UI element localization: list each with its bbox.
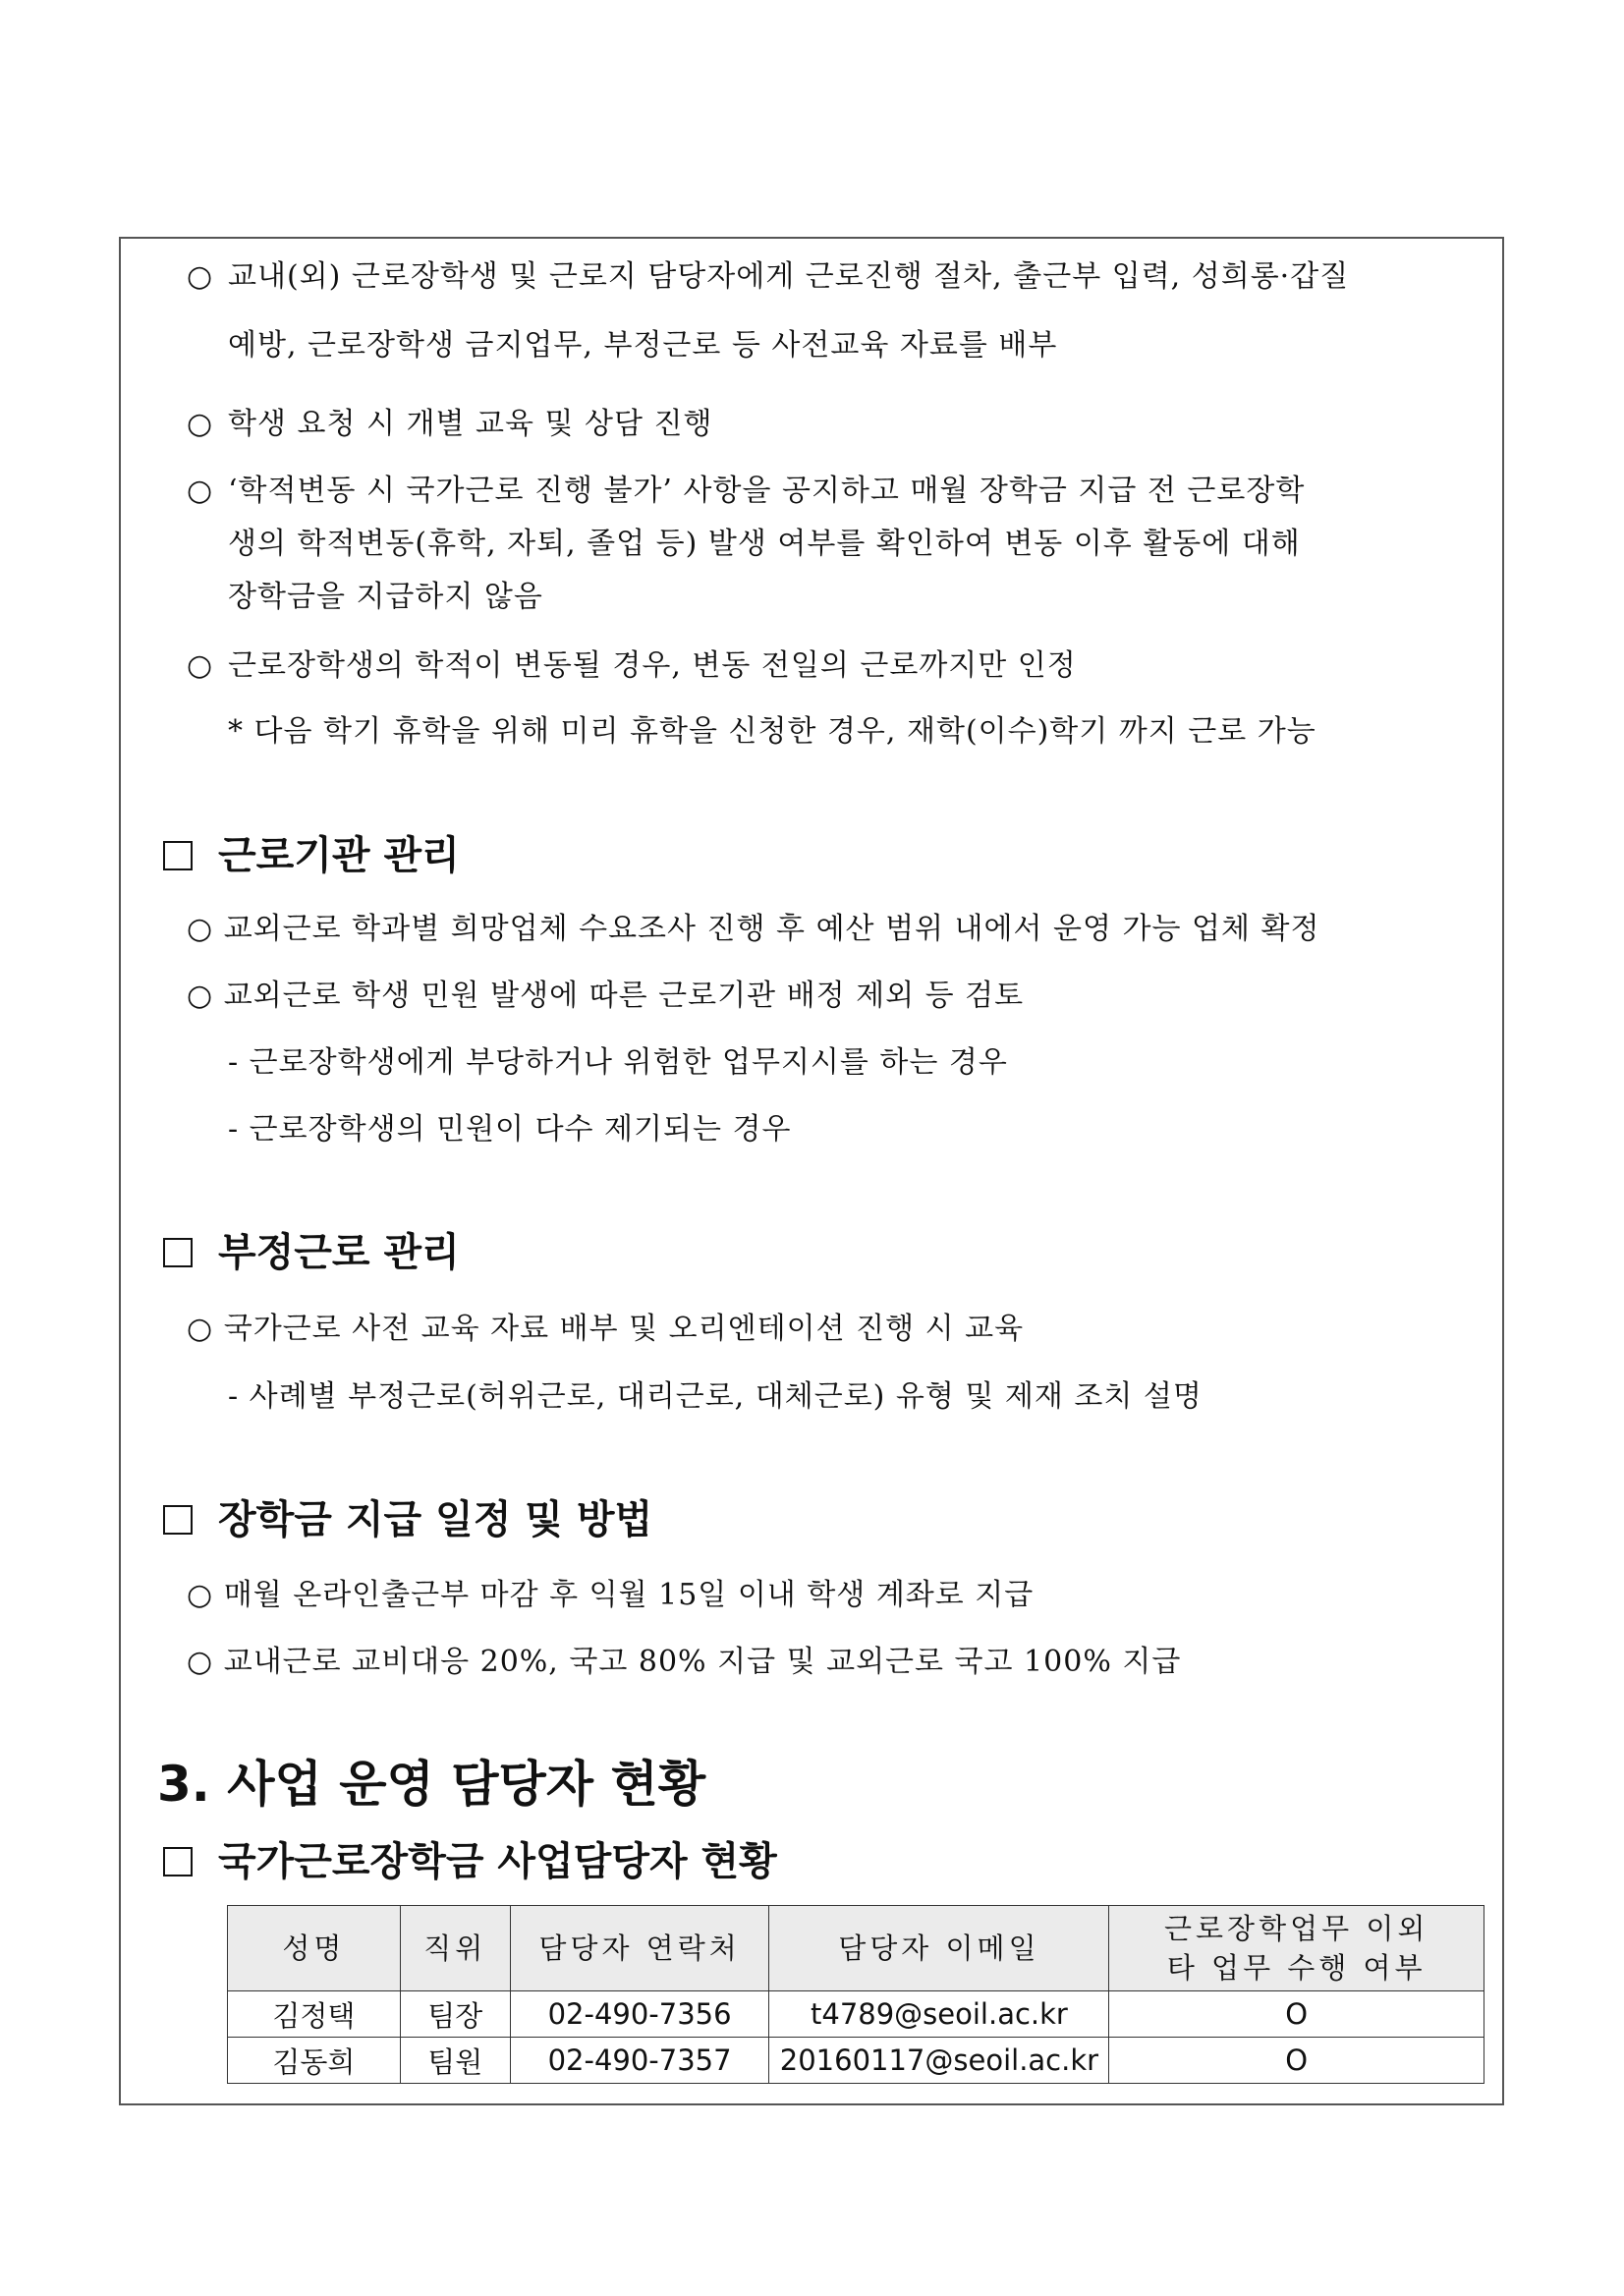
header-other-duty: 근로장학업무 이외 타 업무 수행 여부 <box>1109 1906 1484 1991</box>
cell-position: 팀원 <box>400 2038 510 2084</box>
continuation-line <box>228 326 1057 365</box>
table-row <box>228 1991 1484 2038</box>
part-title: 3. 사업 운영 담당자 현황 <box>157 1756 706 1813</box>
table-header-row <box>228 1906 1484 1991</box>
bullet-line <box>187 1576 1034 1615</box>
bullet-mark: ○ <box>187 648 214 683</box>
dash-line <box>228 1377 1203 1417</box>
bullet-line <box>187 1643 1181 1682</box>
bullet-mark: ○ <box>187 407 214 441</box>
section-heading <box>163 831 460 880</box>
checkbox-square-icon <box>163 841 193 870</box>
line-text: 생의 학적변동(휴학, 자퇴, 졸업 등) 발생 여부를 확인하여 변동 이후 활동에 대해 <box>228 527 1301 561</box>
section-title: 근로기관 관리 <box>218 833 460 878</box>
cell-email: t4789@seoil.ac.kr <box>769 1991 1109 2038</box>
note-line <box>228 712 1316 752</box>
cell-name: 김동희 <box>228 2038 401 2084</box>
cell-phone: 02-490-7357 <box>510 2038 769 2084</box>
line-text: 장학금을 지급하지 않음 <box>228 580 543 614</box>
header-position: 직위 <box>400 1906 510 1991</box>
section-title: 부정근로 관리 <box>218 1230 460 1275</box>
section-heading <box>163 1228 460 1277</box>
line-text: 교내(외) 근로장학생 및 근로지 담당자에게 근로진행 절차, 출근부 입력, 성희롱·갑질 <box>228 259 1350 294</box>
section-heading <box>163 1495 652 1544</box>
bullet-line <box>187 910 1320 949</box>
table-row <box>228 2038 1484 2084</box>
checkbox-square-icon <box>163 1505 193 1535</box>
bullet-line <box>187 405 712 444</box>
bullet-line <box>187 977 1024 1016</box>
bullet-mark: ○ <box>187 474 214 508</box>
bullet-line <box>187 257 1493 297</box>
dash-line <box>228 1110 791 1149</box>
continuation-line <box>228 578 543 617</box>
section-heading <box>163 1837 777 1886</box>
line-text: 근로장학생의 학적이 변동될 경우, 변동 전일의 근로까지만 인정 <box>228 648 1077 683</box>
cell-other-duty: O <box>1109 2038 1484 2084</box>
continuation-line <box>228 525 1301 564</box>
line-text: ‘학적변동 시 국가근로 진행 불가’ 사항을 공지하고 매월 장학금 지급 전 근로장학 <box>228 474 1306 508</box>
bullet-line <box>187 1310 1024 1349</box>
cell-email: 20160117@seoil.ac.kr <box>769 2038 1109 2084</box>
header-phone: 담당자 연락처 <box>510 1906 769 1991</box>
content-frame <box>119 237 1504 2105</box>
checkbox-square-icon <box>163 1238 193 1267</box>
cell-other-duty: O <box>1109 1991 1484 2038</box>
section-title: 국가근로장학금 사업담당자 현황 <box>218 1839 777 1884</box>
line-text: ○ 교내근로 교비대응 20%, 국고 80% 지급 및 교외근로 국고 100% 지급 <box>187 1645 1182 1679</box>
line-text: ○ 교외근로 학생 민원 발생에 따른 근로기관 배정 제외 등 검토 <box>187 979 1025 1013</box>
cell-name: 김정택 <box>228 1991 401 2038</box>
staff-table <box>227 1905 1484 2084</box>
dash-line <box>228 1043 1008 1083</box>
line-text: * 다음 학기 휴학을 위해 미리 휴학을 신청한 경우, 재학(이수)학기 까지 근로 가능 <box>228 714 1316 749</box>
line-text: 예방, 근로장학생 금지업무, 부정근로 등 사전교육 자료를 배부 <box>228 328 1058 363</box>
line-text: - 근로장학생의 민원이 다수 제기되는 경우 <box>228 1112 792 1147</box>
line-text: 학생 요청 시 개별 교육 및 상담 진행 <box>228 407 713 441</box>
section-title: 장학금 지급 일정 및 방법 <box>218 1497 653 1542</box>
cell-position: 팀장 <box>400 1991 510 2038</box>
line-text: ○ 매월 온라인출근부 마감 후 익월 15일 이내 학생 계좌로 지급 <box>187 1578 1035 1612</box>
line-text: ○ 국가근로 사전 교육 자료 배부 및 오리엔테이션 진행 시 교육 <box>187 1312 1025 1346</box>
bullet-mark: ○ <box>187 259 214 294</box>
bullet-line <box>187 646 1077 686</box>
checkbox-square-icon <box>163 1847 193 1876</box>
line-text: ○ 교외근로 학과별 희망업체 수요조사 진행 후 예산 범위 내에서 운영 가능 업체 확정 <box>187 912 1320 946</box>
bullet-line <box>187 472 1305 511</box>
line-text: - 사례별 부정근로(허위근로, 대리근로, 대체근로) 유형 및 제재 조치 설명 <box>228 1379 1203 1414</box>
cell-phone: 02-490-7356 <box>510 1991 769 2038</box>
header-email: 담당자 이메일 <box>769 1906 1109 1991</box>
header-name: 성명 <box>228 1906 401 1991</box>
line-text: - 근로장학생에게 부당하거나 위험한 업무지시를 하는 경우 <box>228 1045 1008 1080</box>
